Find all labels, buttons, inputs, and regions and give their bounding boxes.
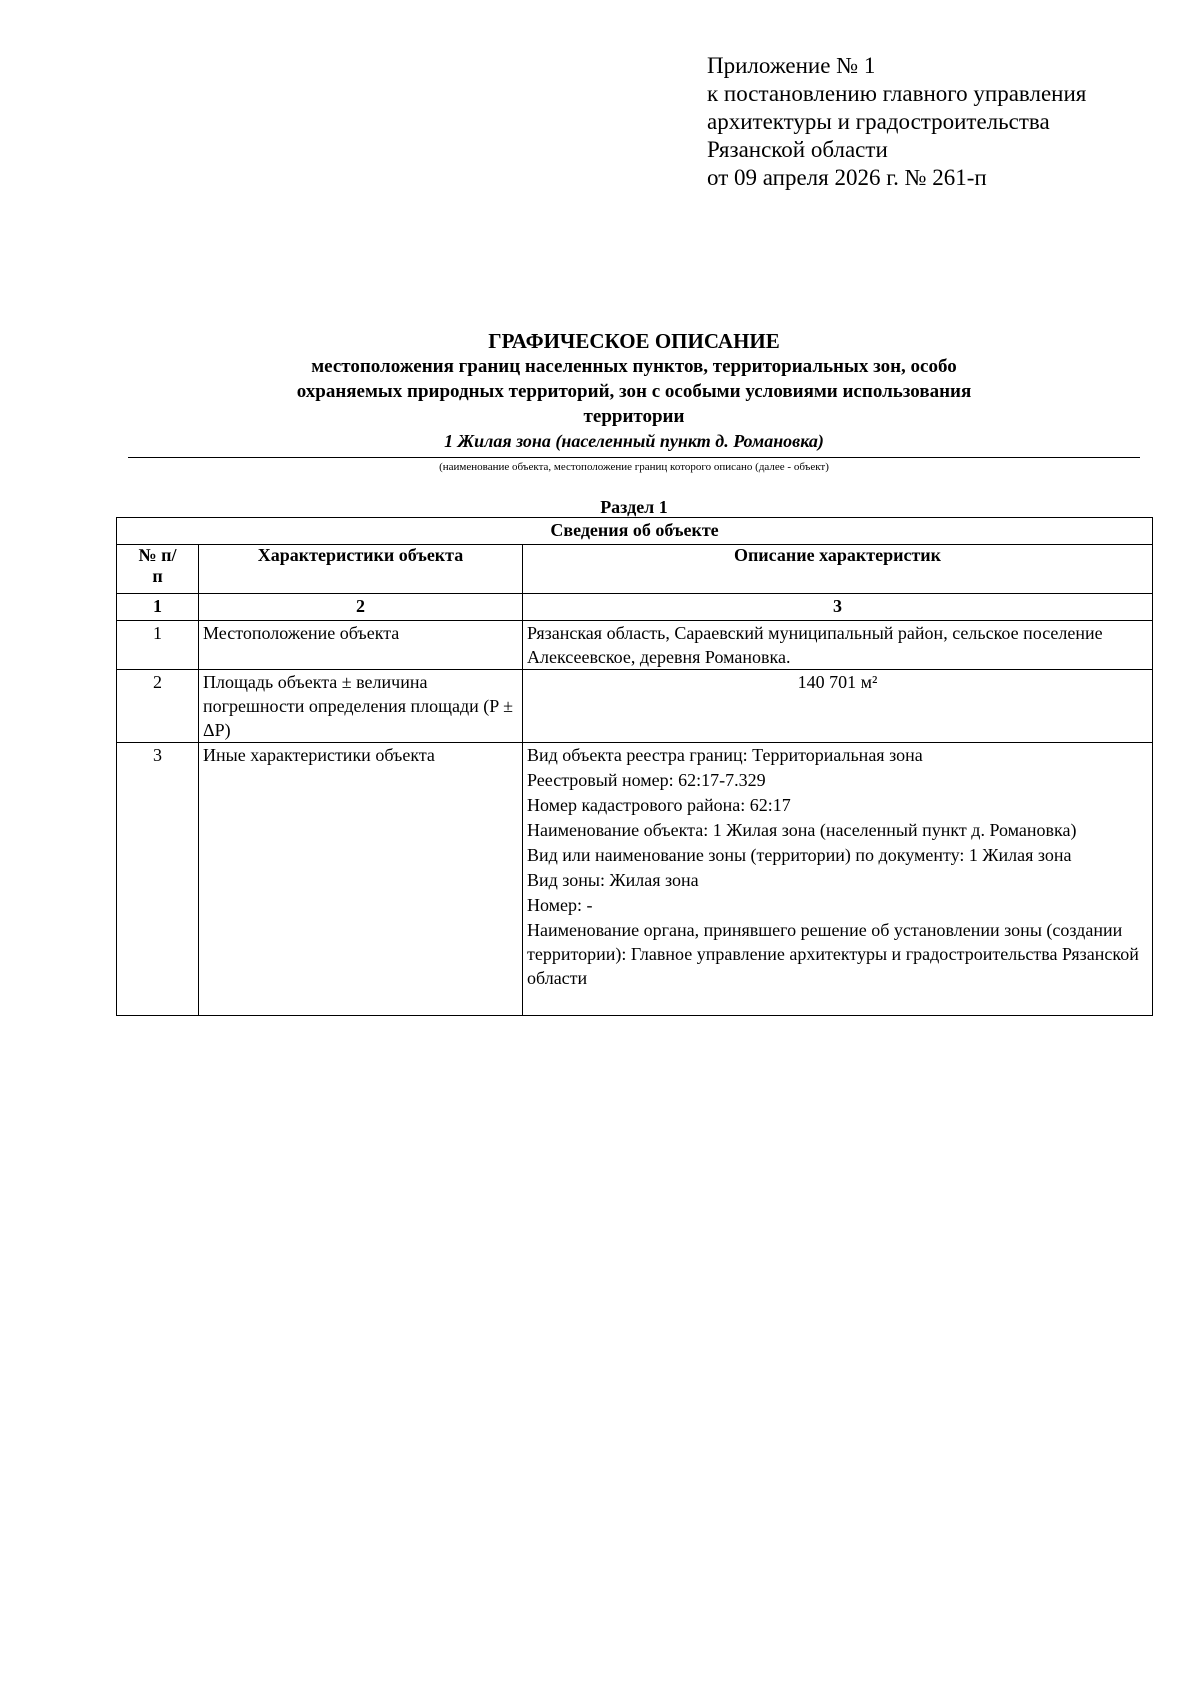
row-characteristic: Площадь объекта ± величина погрешности определения площади (P ± ΔP) [199, 670, 523, 743]
object-name: 1 Жилая зона (населенный пункт д. Романовка) [128, 429, 1140, 458]
column-number-row [117, 594, 1153, 621]
table-caption-row [117, 518, 1153, 545]
appendix-line: к постановлению главного управления [707, 81, 1087, 106]
appendix-line: Рязанской области [707, 137, 888, 162]
row-description [523, 670, 1153, 743]
document-title: ГРАФИЧЕСКОЕ ОПИСАНИЕ [488, 329, 780, 353]
header-description: Описание характеристик [523, 545, 1153, 594]
description-line: Вид объекта реестра границ: Территориальная зона [527, 745, 923, 765]
header-characteristic: Характеристики объекта [199, 545, 523, 594]
appendix-line: архитектуры и градостроительства [707, 109, 1050, 134]
description-line: Вид зоны: Жилая зона [527, 870, 699, 890]
description-line: Наименование органа, принявшего решение об установлении зоны (создании территории): Главное управление архитектуры и градостроительства Рязанской области [527, 920, 1139, 988]
row-description [523, 621, 1153, 670]
appendix-header [707, 52, 1177, 192]
document-subtitle: местоположения границ населенных пунктов, территориальных зон, особо охраняемых природных территорий, зон с особыми условиями использования территории [296, 356, 972, 427]
object-name-caption: (наименование объекта, местоположение границ которого описано (далее - объект) [439, 461, 829, 473]
row-description [523, 743, 1153, 1016]
object-info-table [116, 517, 1153, 1016]
table-caption: Сведения об объекте [117, 518, 1153, 545]
row-number: 3 [117, 743, 199, 1016]
section-title: Раздел 1 [600, 497, 668, 517]
description-line: Вид или наименование зоны (территории) по документу: 1 Жилая зона [527, 845, 1072, 865]
description-line: Рязанская область, Сараевский муниципальный район, сельское поселение Алексеевское, деревня Романовка. [527, 623, 1103, 667]
column-number: 3 [523, 594, 1153, 621]
header-number [117, 545, 199, 594]
column-number: 2 [199, 594, 523, 621]
table-row [117, 743, 1153, 1016]
description-line: Номер кадастрового района: 62:17 [527, 795, 791, 815]
description-line: Номер: - [527, 895, 593, 915]
table-row [117, 670, 1153, 743]
header-number-label: № п/п [138, 545, 177, 586]
description-line: 140 701 м² [797, 672, 878, 692]
row-characteristic: Иные характеристики объекта [199, 743, 523, 1016]
row-number: 1 [117, 621, 199, 670]
document-title-block [128, 328, 1140, 475]
table-header-row [117, 545, 1153, 594]
description-line: Реестровый номер: 62:17-7.329 [527, 770, 766, 790]
table-row [117, 621, 1153, 670]
appendix-date-line: от 09 апреля 2026 г. № 261-п [707, 165, 987, 190]
description-line: Наименование объекта: 1 Жилая зона (населенный пункт д. Романовка) [527, 820, 1077, 840]
row-characteristic: Местоположение объекта [199, 621, 523, 670]
appendix-line: Приложение № 1 [707, 53, 876, 78]
column-number: 1 [117, 594, 199, 621]
row-number: 2 [117, 670, 199, 743]
